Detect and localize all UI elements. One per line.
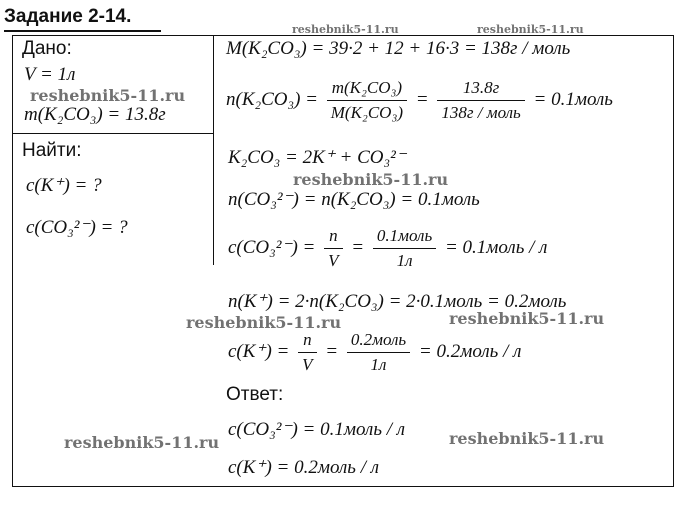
moles-result: = 0.1моль <box>533 88 613 110</box>
moles-fraction-symbolic <box>327 78 407 123</box>
dissociation-equation: K₂CO₃ = 2K⁺ + CO₃²⁻ <box>228 147 406 168</box>
carbonate-denominator-symbolic: V <box>328 251 339 270</box>
task-title: Задание 2-14. <box>4 6 132 27</box>
potassium-fraction-numeric <box>347 330 410 375</box>
watermark: reshebnik5-11.ru <box>477 23 584 36</box>
moles-lhs: n(K₂CO₃) = <box>226 88 319 110</box>
watermark: reshebnik5-11.ru <box>186 313 342 332</box>
molar-mass-equation: M(K₂CO₃) = 39·2 + 12 + 16·3 = 138г / моль <box>226 38 571 59</box>
carbonate-moles-equation: n(CO₃²⁻) = n(K₂CO₃) = 0.1моль <box>228 189 480 210</box>
watermark: reshebnik5-11.ru <box>30 86 186 105</box>
title-underline <box>4 30 161 32</box>
answer-carbonate: c(CO₃²⁻) = 0.1моль / л <box>228 419 406 440</box>
potassium-denominator-numeric: 1л <box>370 355 387 374</box>
given-volume: V = 1л <box>24 64 76 85</box>
moles-denominator-numeric: 138г / моль <box>441 103 521 122</box>
moles-denominator-symbolic: M(K₂CO₃) <box>330 103 404 122</box>
potassium-concentration-equation <box>228 330 521 375</box>
given-mass: m(K₂CO₃) = 13.8г <box>24 104 166 125</box>
horizontal-divider <box>12 133 214 134</box>
carbonate-concentration-result: = 0.1моль / л <box>444 236 548 258</box>
equals-sign: = <box>415 88 429 110</box>
moles-numerator-symbolic: m(K₂CO₃) <box>327 78 407 101</box>
moles-equation <box>226 78 613 123</box>
potassium-denominator-symbolic: V <box>302 355 313 374</box>
carbonate-concentration-equation <box>228 226 547 271</box>
given-heading: Дано: <box>22 38 72 59</box>
potassium-concentration-result: = 0.2моль / л <box>418 340 522 362</box>
carbonate-fraction-symbolic <box>324 226 342 271</box>
watermark: reshebnik5-11.ru <box>64 433 220 452</box>
carbonate-concentration-lhs: c(CO₃²⁻) = <box>228 236 316 258</box>
watermark: reshebnik5-11.ru <box>449 309 605 328</box>
find-heading: Найти: <box>22 140 82 161</box>
vertical-divider <box>213 35 214 265</box>
carbonate-denominator-numeric: 1л <box>396 251 413 270</box>
potassium-numerator-symbolic: n <box>298 330 316 353</box>
potassium-concentration-lhs: c(K⁺) = <box>228 340 290 362</box>
answer-potassium: c(K⁺) = 0.2моль / л <box>228 457 380 478</box>
find-carbonate: c(CO₃²⁻) = ? <box>26 217 128 238</box>
find-potassium: c(K⁺) = ? <box>26 175 102 196</box>
moles-fraction-numeric <box>437 78 524 123</box>
carbonate-fraction-numeric <box>373 226 436 271</box>
watermark: reshebnik5-11.ru <box>292 23 399 36</box>
equals-sign: = <box>351 236 365 258</box>
potassium-fraction-symbolic <box>298 330 316 375</box>
potassium-numerator-numeric: 0.2моль <box>347 330 410 353</box>
moles-numerator-numeric: 13.8г <box>437 78 524 101</box>
watermark: reshebnik5-11.ru <box>293 170 449 189</box>
watermark: reshebnik5-11.ru <box>449 429 605 448</box>
potassium-moles-equation: n(K⁺) = 2·n(K₂CO₃) = 2·0.1моль = 0.2моль <box>228 291 567 312</box>
answer-heading: Ответ: <box>226 384 284 405</box>
equals-sign: = <box>325 340 339 362</box>
carbonate-numerator-numeric: 0.1моль <box>373 226 436 249</box>
carbonate-numerator-symbolic: n <box>324 226 342 249</box>
